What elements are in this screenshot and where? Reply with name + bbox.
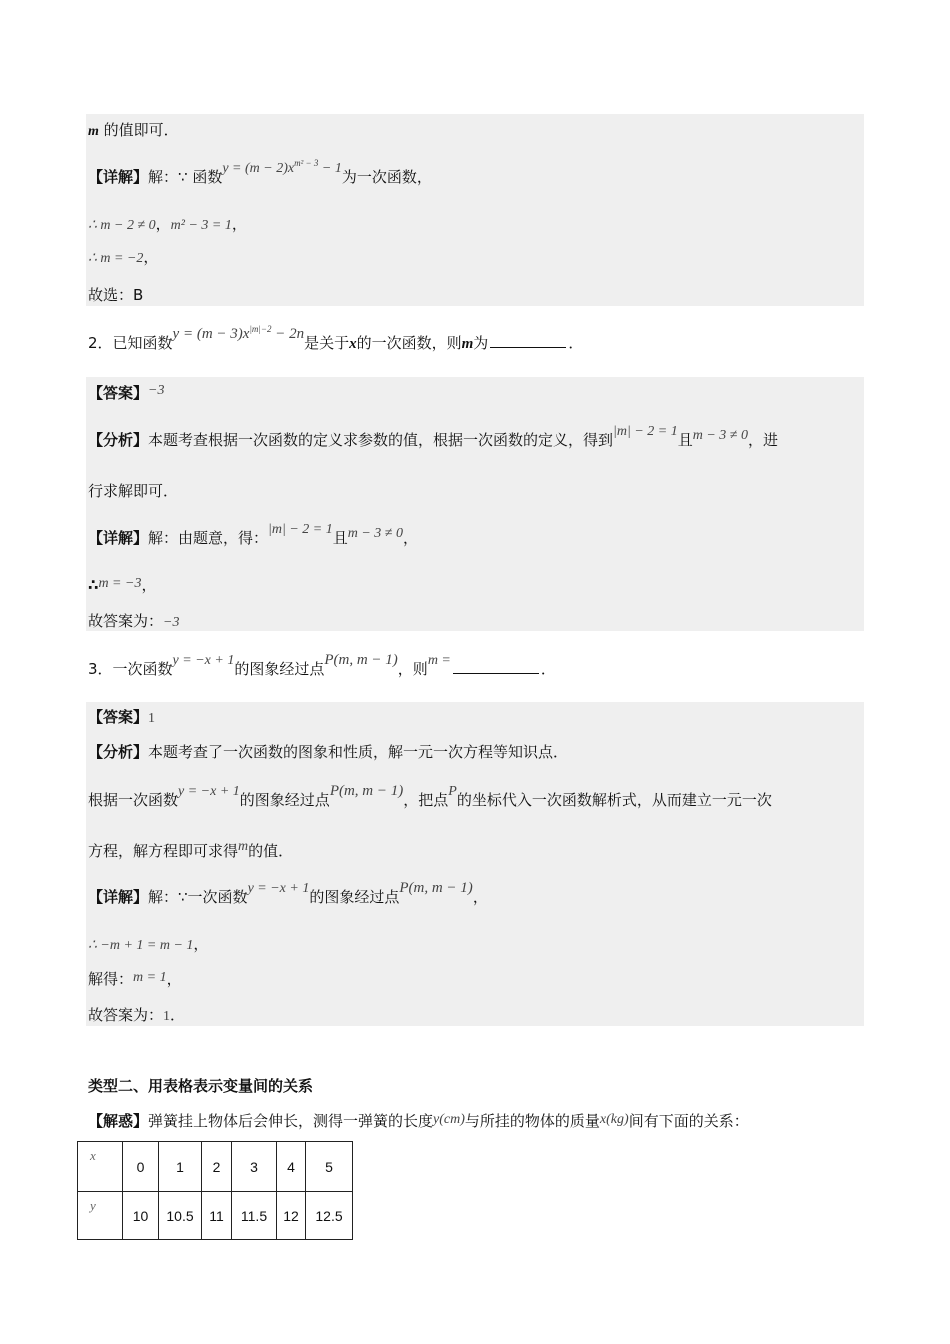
- b2-answer: 【答案】−3: [88, 383, 165, 402]
- b3-step-2: 解得：m = 1，: [88, 970, 182, 988]
- table-cell: 11: [202, 1192, 232, 1240]
- table-cell: 0: [123, 1142, 159, 1192]
- detail-tag: 【详解】: [88, 168, 149, 186]
- b3-detail: 【详解】解：∵一次函数y = −x + 1的图象经过点P(m, m − 1)，: [88, 880, 488, 906]
- var-m: m: [88, 124, 99, 139]
- row-label-y: y: [78, 1192, 123, 1240]
- table-cell: 11.5: [232, 1192, 277, 1240]
- b3-step-1: ∴ −m + 1 = m − 1，: [88, 935, 209, 953]
- question-3: 3．一次函数y = −x + 1的图象经过点P(m, m − 1)，则m = ．: [88, 652, 556, 678]
- row-label-x: x: [78, 1142, 123, 1192]
- q2-formula: $y = (m - 3)x^{|m|-2} - 2n$: [172, 324, 305, 342]
- b2-therefore: ∴m = −3，: [88, 576, 157, 594]
- table-cell: 1: [159, 1142, 202, 1192]
- b3-para-1: 根据一次函数y = −x + 1的图象经过点P(m, m − 1)，把点P的坐标代入一次函数解析式，从而建立一元一次: [88, 783, 772, 809]
- question-2: 2．已知函数$y = (m - 3)x^{|m|-2} - 2n$是关于x的一次函数，则m为 ．: [88, 324, 584, 352]
- table-cell: 10.5: [159, 1192, 202, 1240]
- table-cell: 3: [232, 1142, 277, 1192]
- solution-block-1: [86, 114, 864, 306]
- section-intro: 【解惑】弹簧挂上物体后会伸长，测得一弹簧的长度y(cm)与所挂的物体的质量x(kg)间有下面的关系：: [88, 1112, 749, 1130]
- formula: $y = (m - 2)x^{m^2 - 3} - 1$: [222, 158, 342, 176]
- table-cell: 4: [277, 1142, 306, 1192]
- b2-analysis-cont: 行求解即可．: [88, 482, 179, 500]
- b1-line-5: [88, 285, 143, 305]
- spring-data-table: [77, 1141, 353, 1240]
- table-cell: 12: [277, 1192, 306, 1240]
- answer-choice: 故选：B: [88, 286, 144, 304]
- solution-block-2: [86, 377, 864, 631]
- b2-analysis: 【分析】本题考查根据一次函数的定义求参数的值，根据一次函数的定义，得到|m| − 2 = 1且m − 3 ≠ 0，进: [88, 424, 779, 449]
- table-row-y: [78, 1192, 353, 1240]
- answer-blank[interactable]: [453, 659, 539, 674]
- b1-line-4: ∴ m = −2，: [88, 248, 159, 266]
- b1-line-2: 【详解】解：∵ 函数$y = (m - 2)x^{m^2 - 3} - 1$为一次函数，: [88, 158, 432, 186]
- b1-line-3: ∴ m − 2 ≠ 0，m² − 3 = 1，: [88, 215, 247, 233]
- b2-detail: 【详解】解：由题意，得：|m| − 2 = 1且m − 3 ≠ 0，: [88, 522, 419, 547]
- b1-line-1: m 的值即可．: [88, 121, 179, 139]
- table-cell: 5: [306, 1142, 353, 1192]
- b3-analysis: 【分析】本题考查了一次函数的图象和性质，解一元一次方程等知识点．: [88, 743, 569, 761]
- b3-para-2: 方程，解方程即可求得m的值．: [88, 839, 294, 860]
- answer-blank[interactable]: [490, 333, 566, 348]
- section-title: 类型二、用表格表示变量间的关系: [88, 1077, 314, 1095]
- table-cell: 12.5: [306, 1192, 353, 1240]
- table-cell: 10: [123, 1192, 159, 1240]
- table-row-x: [78, 1142, 353, 1192]
- b3-answer: 【答案】1: [88, 708, 156, 726]
- b3-step-3: 故答案为：1．: [88, 1006, 186, 1024]
- table-cell: 2: [202, 1142, 232, 1192]
- b2-final: 故答案为：−3: [88, 612, 180, 630]
